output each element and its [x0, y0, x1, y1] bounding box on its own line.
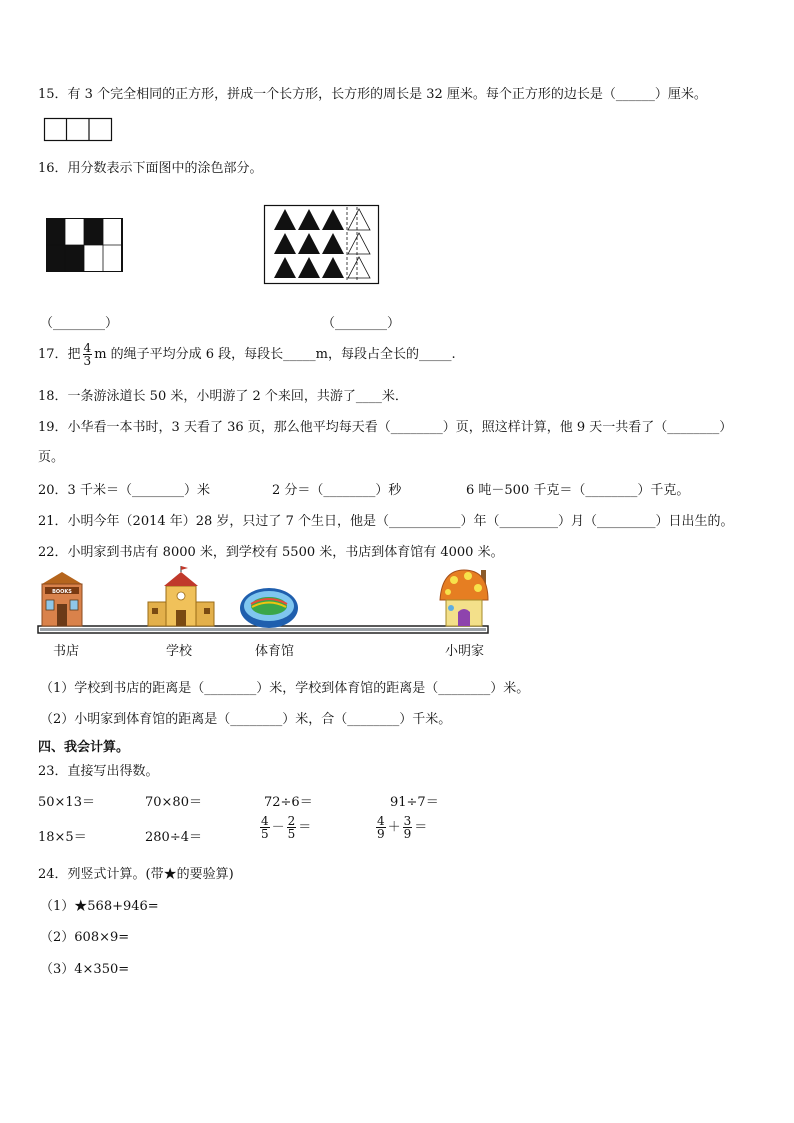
label-home: 小明家 [445, 644, 485, 659]
question-18: 18．一条游泳道长 50 米，小明游了 2 个来回，共游了____米． [38, 389, 408, 404]
q24-item-1: （1）★568+946= [40, 899, 159, 914]
question-20-part-1: 20．3 千米＝（________）米 [38, 483, 210, 498]
frac-num: 4 [261, 814, 269, 828]
question-16: 16．用分数表示下面图中的涂色部分。 [38, 161, 263, 176]
q16-blank-2[interactable]: （________） [322, 316, 401, 331]
question-20-part-2: 2 分＝（________）秒 [272, 483, 402, 498]
bookstore-icon [42, 572, 82, 626]
label-bookstore: 书店 [53, 644, 80, 659]
bookstore-sign: BOOKS [52, 589, 72, 595]
frac-den: 9 [377, 827, 385, 841]
triangles-figure [264, 205, 380, 285]
label-school: 学校 [166, 644, 193, 659]
q23-item-5: 18×5＝ [38, 830, 87, 845]
question-24: 24．列竖式计算。(带★的要验算) [38, 867, 234, 882]
question-19-line-2: 页。 [38, 450, 65, 465]
question-19-line-1: 19．小华看一本书时，3 天看了 36 页，那么他平均每天看（________）页，照这样计算，他 9 天一共看了（________） [38, 420, 733, 435]
operator: － [271, 820, 285, 835]
q23-item-2: 70×80＝ [145, 795, 202, 810]
operator: ＋ [387, 820, 401, 835]
question-22-sub-2: （2）小明家到体育馆的距离是（________）米，合（________）千米。 [40, 712, 452, 727]
q16-blank-1[interactable]: （________） [40, 316, 119, 331]
q17-frac-den: 3 [83, 354, 92, 368]
q23-item-1: 50×13＝ [38, 795, 95, 810]
equals-sign: ＝ [414, 820, 428, 835]
frac-den: 5 [261, 827, 269, 841]
frac-num: 2 [287, 814, 296, 828]
home-icon [440, 570, 488, 626]
question-23: 23．直接写出得数。 [38, 764, 159, 779]
equals-sign: ＝ [298, 820, 312, 835]
question-21: 21．小明今年（2014 年）28 岁，只过了 7 个生日，他是（___________）年（_________）月（_________）日出生的。 [38, 514, 734, 529]
three-squares-figure [44, 118, 112, 142]
q17-frac-num: 4 [83, 341, 92, 355]
stadium-icon [240, 588, 298, 628]
q24-item-3: （3）4×350= [40, 962, 130, 977]
question-22: 22．小明家到书店有 8000 米，到学校有 5500 米，书店到体育馆有 4000 米。 [38, 545, 504, 560]
q23-item-4: 91÷7＝ [390, 795, 439, 810]
q17-prefix: 17．把 [38, 347, 81, 362]
q17-fraction [83, 342, 93, 367]
q17-suffix: m 的绳子平均分成 6 段，每段长_____m，每段占全长的_____. [94, 347, 456, 362]
frac-num: 4 [377, 814, 385, 828]
q23-item-6: 280÷4＝ [145, 830, 202, 845]
label-stadium: 体育馆 [255, 644, 295, 659]
grid-shaded-figure [46, 218, 126, 274]
frac-den: 5 [287, 827, 296, 841]
question-15: 15．有 3 个完全相同的正方形，拼成一个长方形，长方形的周长是 32 厘米。每个正方形的边长是（______）厘米。 [38, 87, 707, 102]
q23-item-8 [374, 815, 427, 840]
question-17 [38, 340, 456, 370]
question-22-sub-1: （1）学校到书店的距离是（________）米，学校到体育馆的距离是（________）米。 [40, 681, 530, 696]
q23-item-7 [258, 815, 311, 840]
question-20-part-3: 6 吨－500 千克＝（________）千克。 [466, 483, 690, 498]
q23-item-3: 72÷6＝ [264, 795, 313, 810]
q24-item-2: （2）608×9= [40, 930, 130, 945]
frac-den: 9 [403, 827, 412, 841]
school-icon [148, 566, 214, 626]
route-diagram [36, 566, 491, 638]
section-title: 四、我会计算。 [38, 740, 130, 755]
frac-num: 3 [403, 814, 412, 828]
